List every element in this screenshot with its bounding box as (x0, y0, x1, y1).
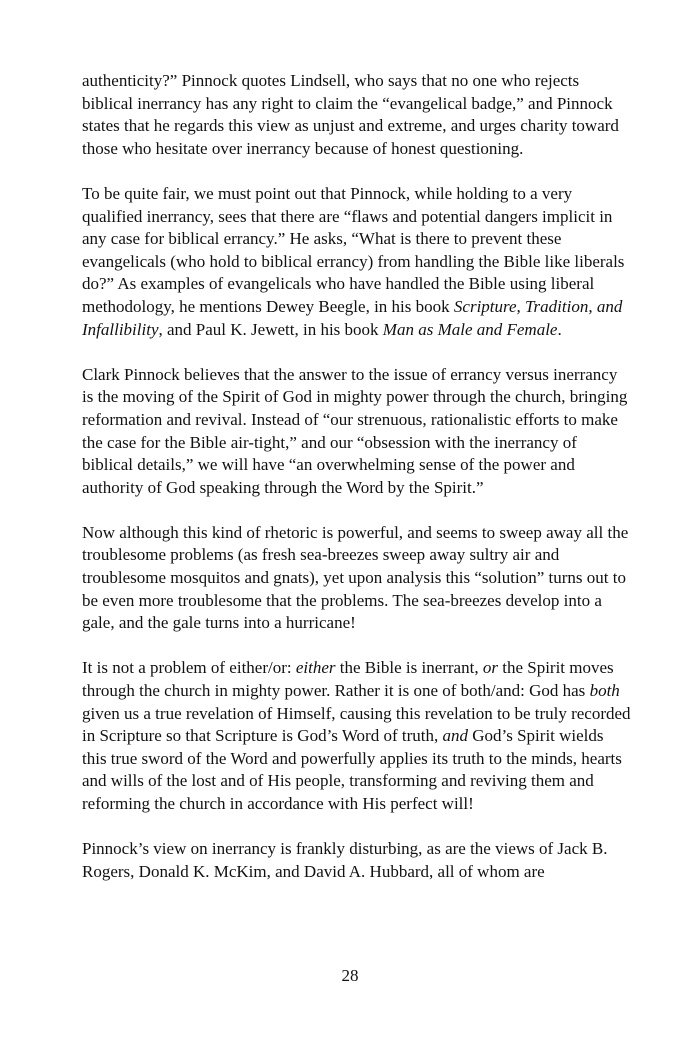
paragraph-3 (82, 364, 632, 500)
emphasis-both: both (589, 681, 620, 701)
text-segment: . (557, 319, 562, 339)
page-number: 28 (341, 966, 359, 985)
paragraph-6 (82, 838, 632, 883)
text-segment: , and Paul K. Jewett, in his book (158, 319, 383, 339)
paragraph-2 (82, 183, 632, 341)
text-segment: To be quite fair, we must point out that Pinnock, while holding to a very qualified inerrancy, sees that there are “flaws and potential dangers implicit in any case for biblical errancy.” He asks, “What is there to prevent these evangelicals (who hold to biblical errancy) from handling the Bible like liberals do?” As examples of evangelicals who have handled the Bible using liberal methodology, he mentions Dewey Beegle, in his book (82, 183, 625, 316)
page-body (82, 70, 632, 906)
emphasis-or: or (482, 658, 498, 678)
text-segment: authenticity?” Pinnock quotes Lindsell, who says that no one who rejects biblical inerrancy has any right to claim the “evangelical badge,” and Pinnock states that he regards this view as unjust and extreme, and urges charity toward those who hesitate over inerrancy because of honest questioning. (82, 71, 619, 158)
emphasis-and: and (442, 726, 468, 746)
paragraph-4 (82, 522, 632, 635)
text-segment: the Spirit moves through the church in mighty power. Rather it is one of both/and: God has (82, 658, 614, 701)
paragraph-5 (82, 657, 632, 815)
text-segment: It is not a problem of either/or: (82, 658, 296, 678)
paragraph-1 (82, 70, 632, 160)
emphasis-either: either (295, 658, 336, 678)
text-segment: Now although this kind of rhetoric is powerful, and seems to sweep away all the troublesome problems (as fresh sea-breezes sweep away sultry air and troublesome mosquitos and gnats), yet upon analysis this “solution” turns out to be even more troublesome that the problems. The sea-breezes develop into a gale, and the gale turns into a hurricane! (82, 522, 629, 633)
text-segment: Clark Pinnock believes that the answer to the issue of errancy versus inerrancy is the moving of the Spirit of God in mighty power through the church, bringing reformation and revival. Instead of “our strenuous, rationalistic efforts to make the case for the Bible air-tight,” and our “obsession with the inerrancy of biblical details,” we will have “an overwhelming sense of the power and authority of God speaking through the Word by the Spirit.” (82, 364, 628, 497)
book-title-man-as-male-and-female: Man as Male and Female (382, 319, 558, 339)
text-segment: given us a true revelation of Himself, causing this revelation to be truly recorded in Scripture so that Scripture is God’s Word of truth, (82, 703, 631, 746)
book-title-scripture-tradition-infallibility: Scripture, Tradition, and Infallibility (82, 296, 623, 339)
text-segment: Pinnock’s view on inerrancy is frankly disturbing, as are the views of Jack B. Rogers, Donald K. McKim, and David A. Hubbard, all of whom are (82, 839, 608, 881)
text-segment: God’s Spirit wields this true sword of the Word and powerfully applies its truth to the minds, hearts and wills of the lost and of His people, transforming and reviving them and reforming the church in accordance with His perfect will! (82, 726, 622, 813)
text-segment: the Bible is inerrant, (335, 658, 483, 678)
